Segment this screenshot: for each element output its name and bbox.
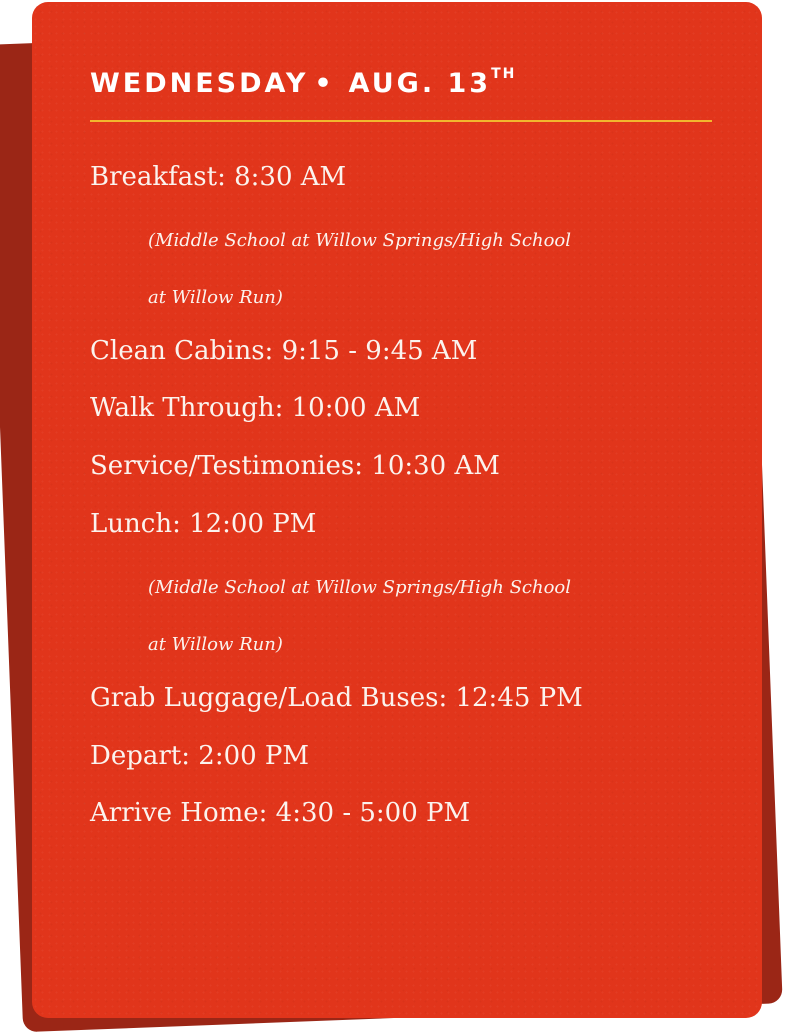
date-suffix: TH [491, 66, 517, 82]
breakfast-note-line-1: (Middle School at Willow Springs/High School [148, 230, 572, 251]
schedule-item-walk-through: Walk Through: 10:00 AM [90, 393, 421, 423]
schedule-item-arrive: Arrive Home: 4:30 - 5:00 PM [90, 798, 471, 828]
header-divider [90, 120, 712, 122]
schedule-item-clean-cabins: Clean Cabins: 9:15 - 9:45 AM [90, 336, 478, 366]
schedule-item-service: Service/Testimonies: 10:30 AM [90, 451, 500, 481]
separator-dot: • [314, 68, 335, 99]
day-label: WEDNESDAY [90, 68, 309, 99]
schedule-item-depart: Depart: 2:00 PM [90, 741, 310, 771]
lunch-note-line-2: at Willow Run) [148, 634, 283, 655]
schedule-item-breakfast: Breakfast: 8:30 AM [90, 162, 347, 192]
schedule-item-luggage: Grab Luggage/Load Buses: 12:45 PM [90, 683, 583, 713]
schedule-card [32, 2, 762, 1018]
day-date-header [90, 66, 516, 99]
lunch-note-line-1: (Middle School at Willow Springs/High School [148, 577, 572, 598]
breakfast-note-line-2: at Willow Run) [148, 287, 283, 308]
date-label: AUG. 13 [348, 68, 492, 99]
schedule-item-lunch: Lunch: 12:00 PM [90, 509, 317, 539]
